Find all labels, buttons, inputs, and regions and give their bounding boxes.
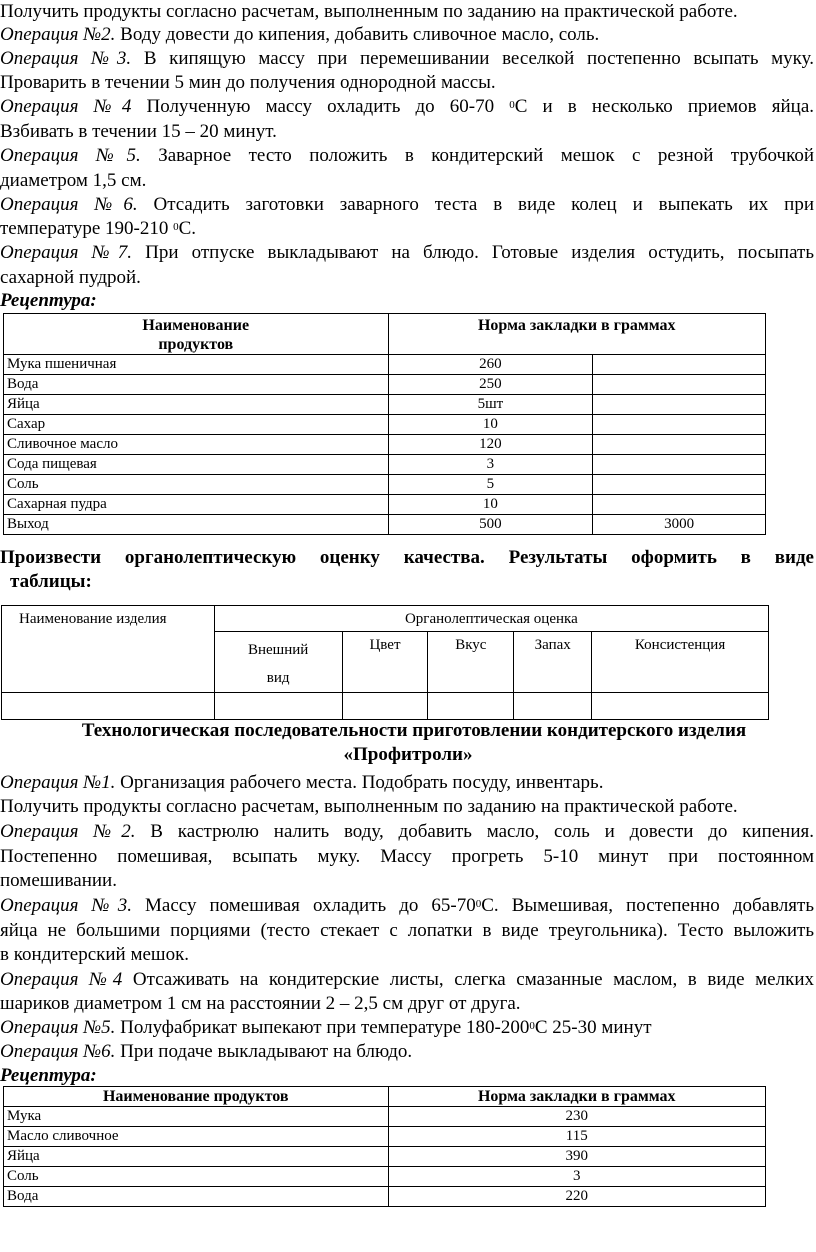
quality-instruction: Произвести органолептическую оценку качества. Результаты оформить в виде xyxy=(0,547,814,568)
table-header-norm: Норма закладки в граммах xyxy=(388,1087,765,1107)
operation-label: Операция №3. xyxy=(0,895,132,916)
header-line: продуктов xyxy=(158,336,234,353)
table-cell xyxy=(514,693,592,720)
product-name-cell: Сахарная пудра xyxy=(4,495,389,515)
norm-cell: 220 xyxy=(388,1187,765,1207)
header-line: Внешний xyxy=(247,642,309,658)
table-row xyxy=(4,1127,766,1147)
product-name-cell: Сливочное масло xyxy=(4,435,389,455)
degree-sup: 0 xyxy=(475,898,482,910)
norm-cell-extra xyxy=(593,355,766,375)
operation-3b-cont: яйца не большими порциями (тесто стекает с лопатки в виде треугольника). Тесто выложить xyxy=(0,920,814,941)
operation-3b-cont2: в кондитерский мешок. xyxy=(0,944,190,965)
header-line: вид xyxy=(266,670,290,686)
recipe-heading: Рецептура: xyxy=(0,290,97,311)
operation-text: С и в несколько приемов яйца. xyxy=(514,96,814,117)
product-name-cell: Яйца xyxy=(4,1147,389,1167)
table-row xyxy=(4,1107,766,1127)
operation-3 xyxy=(0,48,814,70)
norm-cell: 3 xyxy=(388,455,593,475)
norm-cell-extra: 3000 xyxy=(593,515,766,535)
operation-text: С. Вымешивая, постепенно добавлять xyxy=(481,895,815,916)
operation-7 xyxy=(0,242,814,264)
table-cell xyxy=(2,693,215,720)
norm-cell: 10 xyxy=(388,495,593,515)
col-organoleptic: Органолептическая оценка xyxy=(214,606,768,632)
header-line: Наименование xyxy=(142,317,250,334)
operation-4-cont: Взбивать в течении 15 – 20 минут. xyxy=(0,121,277,142)
operation-5-cont: диаметром 1,5 см. xyxy=(0,170,147,191)
norm-cell-extra xyxy=(593,375,766,395)
operation-7-cont: сахарной пудрой. xyxy=(0,267,141,288)
operation-2 xyxy=(0,24,599,46)
operation-4 xyxy=(0,96,814,118)
table-cell xyxy=(592,693,769,720)
norm-cell: 5шт xyxy=(388,395,593,415)
operation-4b-cont: шариков диаметром 1 см на расстоянии 2 – 2,5 см друг от друга. xyxy=(0,993,521,1014)
operation-text: Полученную массу охладить до 60-70 xyxy=(146,96,510,117)
operation-text: Организация рабочего места. Подобрать посуду, инвентарь. xyxy=(115,772,604,793)
product-name-cell: Сахар xyxy=(4,415,389,435)
table-row xyxy=(4,1187,766,1207)
table-header-row xyxy=(2,606,769,632)
norm-cell: 250 xyxy=(388,375,593,395)
recipe-table-1 xyxy=(3,313,766,535)
col-consistency: Консистенция xyxy=(592,632,769,693)
table-cell xyxy=(342,693,428,720)
table-row xyxy=(4,395,766,415)
recipe-heading-2: Рецептура: xyxy=(0,1065,97,1086)
norm-cell: 10 xyxy=(388,415,593,435)
paragraph-get-products-2: Получить продукты согласно расчетам, выполненным по заданию на практической работе. xyxy=(0,796,738,817)
operation-2b xyxy=(0,821,814,843)
operation-6 xyxy=(0,194,814,216)
col-taste: Вкус xyxy=(428,632,514,693)
degree-sup: 0 xyxy=(529,1020,535,1032)
operation-text: В кипящую массу при перемешивании веселкой постепенно всыпать муку. xyxy=(131,48,814,69)
col-smell: Запах xyxy=(514,632,592,693)
norm-cell: 390 xyxy=(388,1147,765,1167)
table-body xyxy=(4,355,766,535)
col-appearance xyxy=(214,632,342,693)
product-name-cell: Яйца xyxy=(4,395,389,415)
degree-sup: 0 xyxy=(509,99,515,111)
operation-label: Операция №4 xyxy=(0,969,123,990)
norm-cell: 120 xyxy=(388,435,593,455)
section-title-product: «Профитроли» xyxy=(343,744,473,765)
table-body xyxy=(4,1107,766,1207)
norm-cell-extra xyxy=(593,415,766,435)
quality-instruction-cont: таблицы: xyxy=(10,571,92,592)
product-name-cell: Мука xyxy=(4,1107,389,1127)
operation-1 xyxy=(0,772,603,794)
operation-text: При отпуске выкладывают на блюдо. Готовые изделия остудить, посыпать xyxy=(145,242,815,263)
operation-text: Отсадить заготовки заварного теста в виде колец и выпекать их при xyxy=(153,194,815,215)
operation-3b xyxy=(0,895,814,917)
operation-text: Массу помешивая охладить до 65-70 xyxy=(131,895,476,916)
operation-label: Операция №2. xyxy=(0,24,116,45)
col-color: Цвет xyxy=(342,632,428,693)
operation-text: С. xyxy=(178,218,197,239)
operation-label: Операция №3. xyxy=(0,48,132,69)
product-name-cell: Выход xyxy=(4,515,389,535)
norm-cell: 230 xyxy=(388,1107,765,1127)
operation-text: С 25-30 минут xyxy=(534,1017,652,1038)
product-name-cell: Вода xyxy=(4,375,389,395)
table-header-name: Наименование продуктов xyxy=(4,1087,389,1107)
product-name-cell: Соль xyxy=(4,475,389,495)
product-name-cell: Соль xyxy=(4,1167,389,1187)
norm-cell-extra xyxy=(593,455,766,475)
table-header-row xyxy=(4,314,766,355)
norm-cell: 115 xyxy=(388,1127,765,1147)
norm-cell: 5 xyxy=(388,475,593,495)
table-row xyxy=(4,375,766,395)
operation-label: Операция №7. xyxy=(0,242,133,263)
operation-2b-cont: Постепенно помешивая, всыпать муку. Массу прогреть 5-10 минут при постоянном xyxy=(0,846,814,867)
table-header-name xyxy=(4,314,389,355)
norm-cell-extra xyxy=(593,475,766,495)
norm-cell: 260 xyxy=(388,355,593,375)
section-title: Технологическая последовательности приготовлении кондитерского изделия xyxy=(81,720,747,741)
operation-text: Отсаживать на кондитерские листы, слегка смазанные маслом, в виде мелких xyxy=(122,969,814,990)
table-row xyxy=(4,475,766,495)
operation-text: При подаче выкладывают на блюдо. xyxy=(115,1041,413,1062)
norm-cell-extra xyxy=(593,395,766,415)
operation-text: В кастрюлю налить воду, добавить масло, соль и довести до кипения. xyxy=(150,821,814,842)
norm-cell-extra xyxy=(593,495,766,515)
norm-cell: 3 xyxy=(388,1167,765,1187)
product-name-cell: Вода xyxy=(4,1187,389,1207)
paragraph-get-products: Получить продукты согласно расчетам, выполненным по заданию на практической работе. xyxy=(0,1,738,22)
operation-2b-cont2: помешивании. xyxy=(0,870,117,891)
operation-5 xyxy=(0,145,814,167)
table-row xyxy=(4,435,766,455)
operation-label: Операция №4 xyxy=(0,96,132,117)
operation-label: Операция №5. xyxy=(0,1017,116,1038)
degree-sup: 0 xyxy=(173,221,179,233)
table-row xyxy=(4,1147,766,1167)
operation-4b xyxy=(0,969,814,991)
operation-label: Операция №6. xyxy=(0,194,138,215)
operation-label: Операция №6. xyxy=(0,1041,116,1062)
product-name-cell: Масло сливочное xyxy=(4,1127,389,1147)
operation-text: Полуфабрикат выпекают при температуре 180-200 xyxy=(115,1017,530,1038)
table-row xyxy=(4,495,766,515)
norm-cell-extra xyxy=(593,435,766,455)
table-row xyxy=(4,355,766,375)
operation-text: температуре 190-210 xyxy=(0,218,174,239)
operation-6b xyxy=(0,1041,412,1063)
operation-3-cont: Проварить в течении 5 мин до получения однородной массы. xyxy=(0,72,496,93)
table-header-row xyxy=(4,1087,766,1107)
operation-text: Заварное тесто положить в кондитерский мешок с резной трубочкой xyxy=(158,145,815,166)
table-row xyxy=(4,415,766,435)
product-name-cell: Сода пищевая xyxy=(4,455,389,475)
table-cell xyxy=(428,693,514,720)
operation-text: Воду довести до кипения, добавить сливочное масло, соль. xyxy=(115,24,600,45)
table-row xyxy=(4,515,766,535)
table-row-empty xyxy=(2,693,769,720)
table-row xyxy=(4,1167,766,1187)
recipe-table-2 xyxy=(3,1086,766,1207)
product-name-cell: Мука пшеничная xyxy=(4,355,389,375)
organoleptic-table xyxy=(1,605,769,720)
operation-6-cont xyxy=(0,218,196,240)
table-header-norm: Норма закладки в граммах xyxy=(388,314,765,355)
norm-cell: 500 xyxy=(388,515,593,535)
operation-label: Операция №5. xyxy=(0,145,141,166)
operation-label: Операция №2. xyxy=(0,821,136,842)
operation-5b xyxy=(0,1017,652,1039)
col-product-name: Наименование изделия xyxy=(2,606,215,693)
table-row xyxy=(4,455,766,475)
table-cell xyxy=(214,693,342,720)
operation-label: Операция №1. xyxy=(0,772,116,793)
